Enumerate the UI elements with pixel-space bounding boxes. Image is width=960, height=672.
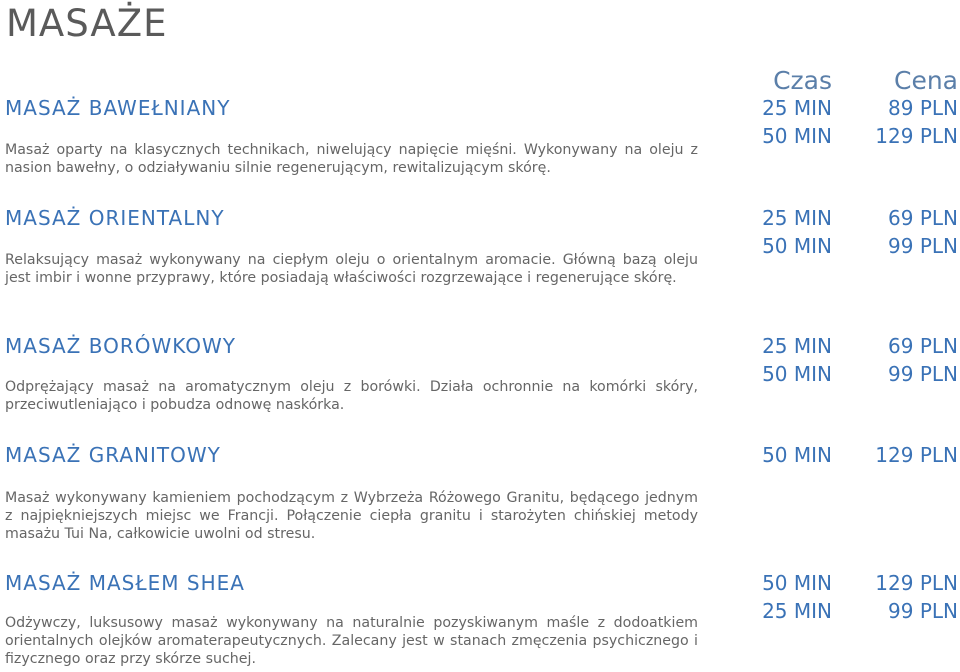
price: 129 PLN [875,124,958,148]
price: 99 PLN [888,234,958,258]
price-list [740,571,960,627]
service-name: MASAŻ GRANITOWY [5,443,221,467]
price-row [740,96,960,124]
price-list [740,334,960,390]
price: 69 PLN [888,334,958,358]
price-row [740,334,960,362]
service-name: MASAŻ ORIENTALNY [5,206,225,230]
price-row [740,571,960,599]
column-header-price: Cena [893,66,958,95]
price-row [740,443,960,471]
duration: 50 MIN [762,124,832,148]
price: 129 PLN [875,571,958,595]
price-row [740,206,960,234]
duration: 25 MIN [762,96,832,120]
duration: 25 MIN [762,334,832,358]
service-description: Relaksujący masaż wykonywany na ciepłym oleju o orientalnym aromacie. Główną bazą oleju jest imbir i wonne przyprawy, które posiadają właściwości rozgrzewające i regenerujące skórę. [5,252,698,286]
price-row [740,124,960,152]
service-name: MASAŻ MASŁEM SHEA [5,571,245,595]
price: 99 PLN [888,362,958,386]
duration: 50 MIN [762,234,832,258]
price-row [740,599,960,627]
price: 99 PLN [888,599,958,623]
service-name: MASAŻ BORÓWKOWY [5,334,237,358]
price: 89 PLN [888,96,958,120]
service-description: Odżywczy, luksusowy masaż wykonywany na naturalnie pozyskiwanym maśle z dodoatkiem orientalnych olejków aromaterapeutycznych. Zalecany jest w stanach zmęczenia psychicznego i fizycznego oraz przy skórze suchej. [5,615,698,667]
duration: 25 MIN [762,599,832,623]
page-title: MASAŻE [6,2,168,45]
price: 69 PLN [888,206,958,230]
price: 129 PLN [875,443,958,467]
price-list [740,96,960,152]
service-description: Masaż wykonywany kamieniem pochodzącym z Wybrzeża Różowego Granitu, będącego jednym z najpiękniejszych miejsc we Francji. Połączenie ciepła granitu i starożyten chińskiej metody masażu Tui Na, całkowicie uwolni od stresu. [5,490,698,542]
service-description: Masaż oparty na klasycznych technikach, niwelujący napięcie mięśni. Wykonywany na oleju z nasion bawełny, o odziaływaniu silnie regenerującym, rewitalizującym skórę. [5,142,698,176]
price-list [740,443,960,471]
price-list [740,206,960,262]
duration: 50 MIN [762,443,832,467]
service-name: MASAŻ BAWEŁNIANY [5,96,231,120]
price-row [740,362,960,390]
duration: 25 MIN [762,206,832,230]
price-row [740,234,960,262]
duration: 50 MIN [762,362,832,386]
column-header-time: Czas [773,66,832,95]
duration: 50 MIN [762,571,832,595]
service-description: Odprężający masaż na aromatycznym oleju z borówki. Działa ochronnie na komórki skóry, przeciwutleniająco i pobudza odnowę naskórka. [5,379,698,413]
